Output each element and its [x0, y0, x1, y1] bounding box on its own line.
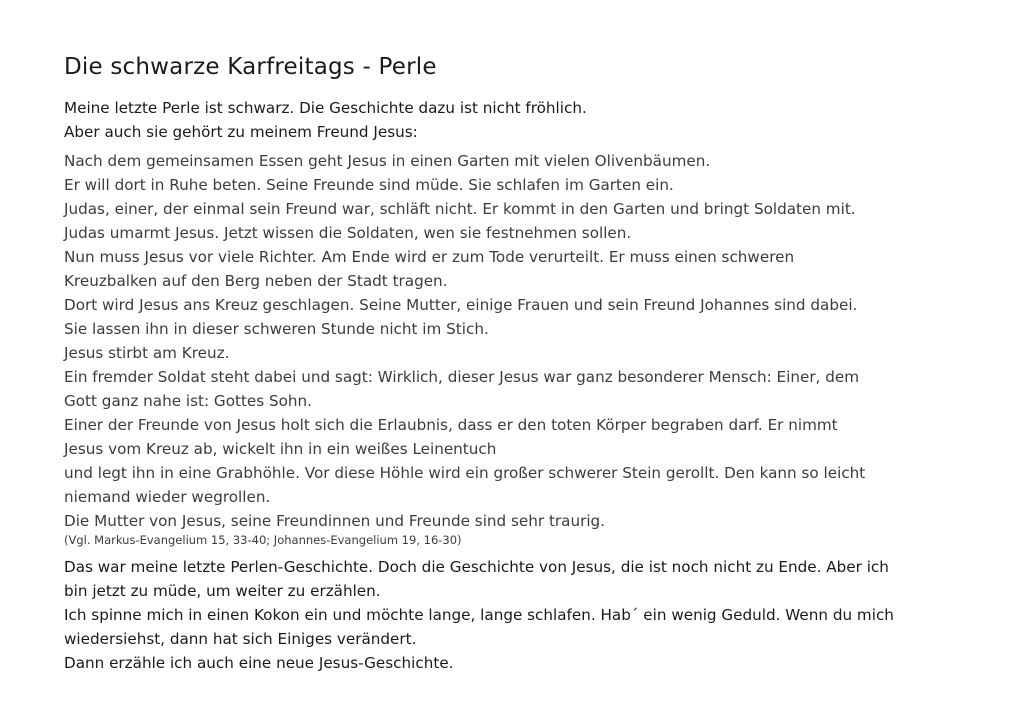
story-line: Ein fremder Soldat steht dabei und sagt: Wirklich, dieser Jesus war ganz besonderer Mensch: Einer, dem	[64, 368, 859, 386]
story-line: niemand wieder wegrollen.	[64, 488, 271, 506]
intro-paragraph	[64, 96, 964, 144]
story-line: Er will dort in Ruhe beten. Seine Freunde sind müde. Sie schlafen im Garten ein.	[64, 176, 674, 194]
story-line: Die Mutter von Jesus, seine Freundinnen und Freunde sind sehr traurig.	[64, 512, 606, 530]
story-line: Judas, einer, der einmal sein Freund war, schläft nicht. Er kommt in den Garten und bringt Soldaten mit.	[64, 200, 856, 218]
page-title: Die schwarze Karfreitags - Perle	[64, 54, 437, 80]
story-line: Jesus stirbt am Kreuz.	[64, 344, 230, 362]
story-paragraph	[64, 149, 964, 549]
story-line: Sie lassen ihn in dieser schweren Stunde nicht im Stich.	[64, 320, 489, 338]
story-line: Jesus vom Kreuz ab, wickelt ihn in ein weißes Leinentuch	[64, 440, 497, 458]
story-line: Kreuzbalken auf den Berg neben der Stadt tragen.	[64, 272, 448, 290]
story-line: Gott ganz nahe ist: Gottes Sohn.	[64, 392, 312, 410]
outro-line: Das war meine letzte Perlen-Geschichte. Doch die Geschichte von Jesus, die ist noch nicht zu Ende. Aber ich	[64, 558, 889, 576]
document-page	[64, 50, 964, 675]
bible-reference: (Vgl. Markus-Evangelium 15, 33-40; Johannes-Evangelium 19, 16-30)	[64, 533, 462, 547]
intro-line: Aber auch sie gehört zu meinem Freund Jesus:	[64, 123, 418, 141]
story-line: Judas umarmt Jesus. Jetzt wissen die Soldaten, wen sie festnehmen sollen.	[64, 224, 632, 242]
outro-line: Dann erzähle ich auch eine neue Jesus-Geschichte.	[64, 654, 454, 672]
story-line: Nach dem gemeinsamen Essen geht Jesus in einen Garten mit vielen Olivenbäumen.	[64, 152, 711, 170]
story-line: Einer der Freunde von Jesus holt sich die Erlaubnis, dass er den toten Körper begraben darf. Er nimmt	[64, 416, 838, 434]
outro-line: wiedersiehst, dann hat sich Einiges verändert.	[64, 630, 417, 648]
intro-line: Meine letzte Perle ist schwarz. Die Geschichte dazu ist nicht fröhlich.	[64, 99, 587, 117]
story-line: und legt ihn in eine Grabhöhle. Vor diese Höhle wird ein großer schwerer Stein gerollt. Den kann so leicht	[64, 464, 866, 482]
outro-line: Ich spinne mich in einen Kokon ein und möchte lange, lange schlafen. Hab´ ein wenig Geduld. Wenn du mich	[64, 606, 894, 624]
story-line: Dort wird Jesus ans Kreuz geschlagen. Seine Mutter, einige Frauen und sein Freund Johannes sind dabei.	[64, 296, 858, 314]
story-line: Nun muss Jesus vor viele Richter. Am Ende wird er zum Tode verurteilt. Er muss einen schweren	[64, 248, 795, 266]
outro-paragraph	[64, 555, 964, 675]
outro-line: bin jetzt zu müde, um weiter zu erzählen.	[64, 582, 381, 600]
